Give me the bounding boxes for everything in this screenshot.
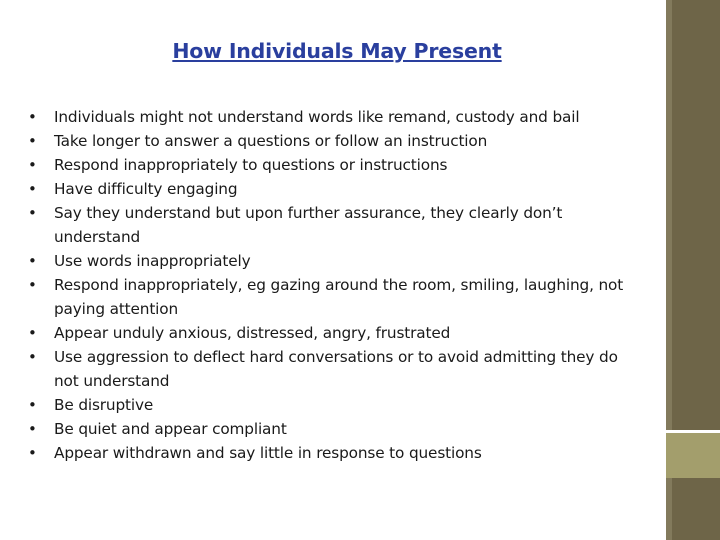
- bullet-icon: •: [28, 132, 37, 150]
- bullet-item: [20, 321, 640, 345]
- sidebar-accent-band: [666, 433, 720, 478]
- bullet-icon: •: [28, 276, 37, 294]
- bullet-icon: •: [28, 204, 37, 222]
- slide-title: How Individuals May Present: [172, 39, 502, 63]
- bullet-text: Be disruptive: [54, 396, 154, 414]
- bullet-text: Individuals might not understand words like remand, custody and bail: [54, 108, 580, 126]
- content-box: [20, 86, 646, 526]
- bullet-text: Respond inappropriately, eg gazing around the room, smiling, laughing, not paying attention: [54, 276, 624, 318]
- bullet-icon: •: [28, 108, 37, 126]
- bullet-text: Appear withdrawn and say little in response to questions: [54, 444, 482, 462]
- bullet-text: Respond inappropriately to questions or instructions: [54, 156, 448, 174]
- bullet-list: [20, 105, 640, 465]
- bullet-icon: •: [28, 348, 37, 366]
- bullet-item: [20, 249, 640, 273]
- bullet-text: Use aggression to deflect hard conversations or to avoid admitting they do not understand: [54, 348, 618, 390]
- bullet-text: Have difficulty engaging: [54, 180, 238, 198]
- bullet-item: [20, 201, 640, 249]
- bullet-icon: •: [28, 396, 37, 414]
- bullet-text: Be quiet and appear compliant: [54, 420, 287, 438]
- bullet-item: [20, 153, 640, 177]
- bullet-icon: •: [28, 420, 37, 438]
- bullet-text: Use words inappropriately: [54, 252, 251, 270]
- bullet-item: [20, 393, 640, 417]
- decorative-sidebar: [666, 0, 720, 540]
- bullet-item: [20, 417, 640, 441]
- bullet-item: [20, 441, 640, 465]
- bullet-item: [20, 177, 640, 201]
- bullet-text: Say they understand but upon further assurance, they clearly don’t understand: [54, 204, 563, 246]
- bullet-icon: •: [28, 180, 37, 198]
- bullet-text: Appear unduly anxious, distressed, angry, frustrated: [54, 324, 451, 342]
- bullet-item: [20, 273, 640, 321]
- bullet-text: Take longer to answer a questions or follow an instruction: [54, 132, 488, 150]
- bullet-icon: •: [28, 324, 37, 342]
- bullet-item: [20, 105, 640, 129]
- bullet-item: [20, 129, 640, 153]
- bullet-icon: •: [28, 156, 37, 174]
- bullet-item: [20, 345, 640, 393]
- bullet-icon: •: [28, 252, 37, 270]
- bullet-icon: •: [28, 444, 37, 462]
- title-box: [30, 30, 644, 74]
